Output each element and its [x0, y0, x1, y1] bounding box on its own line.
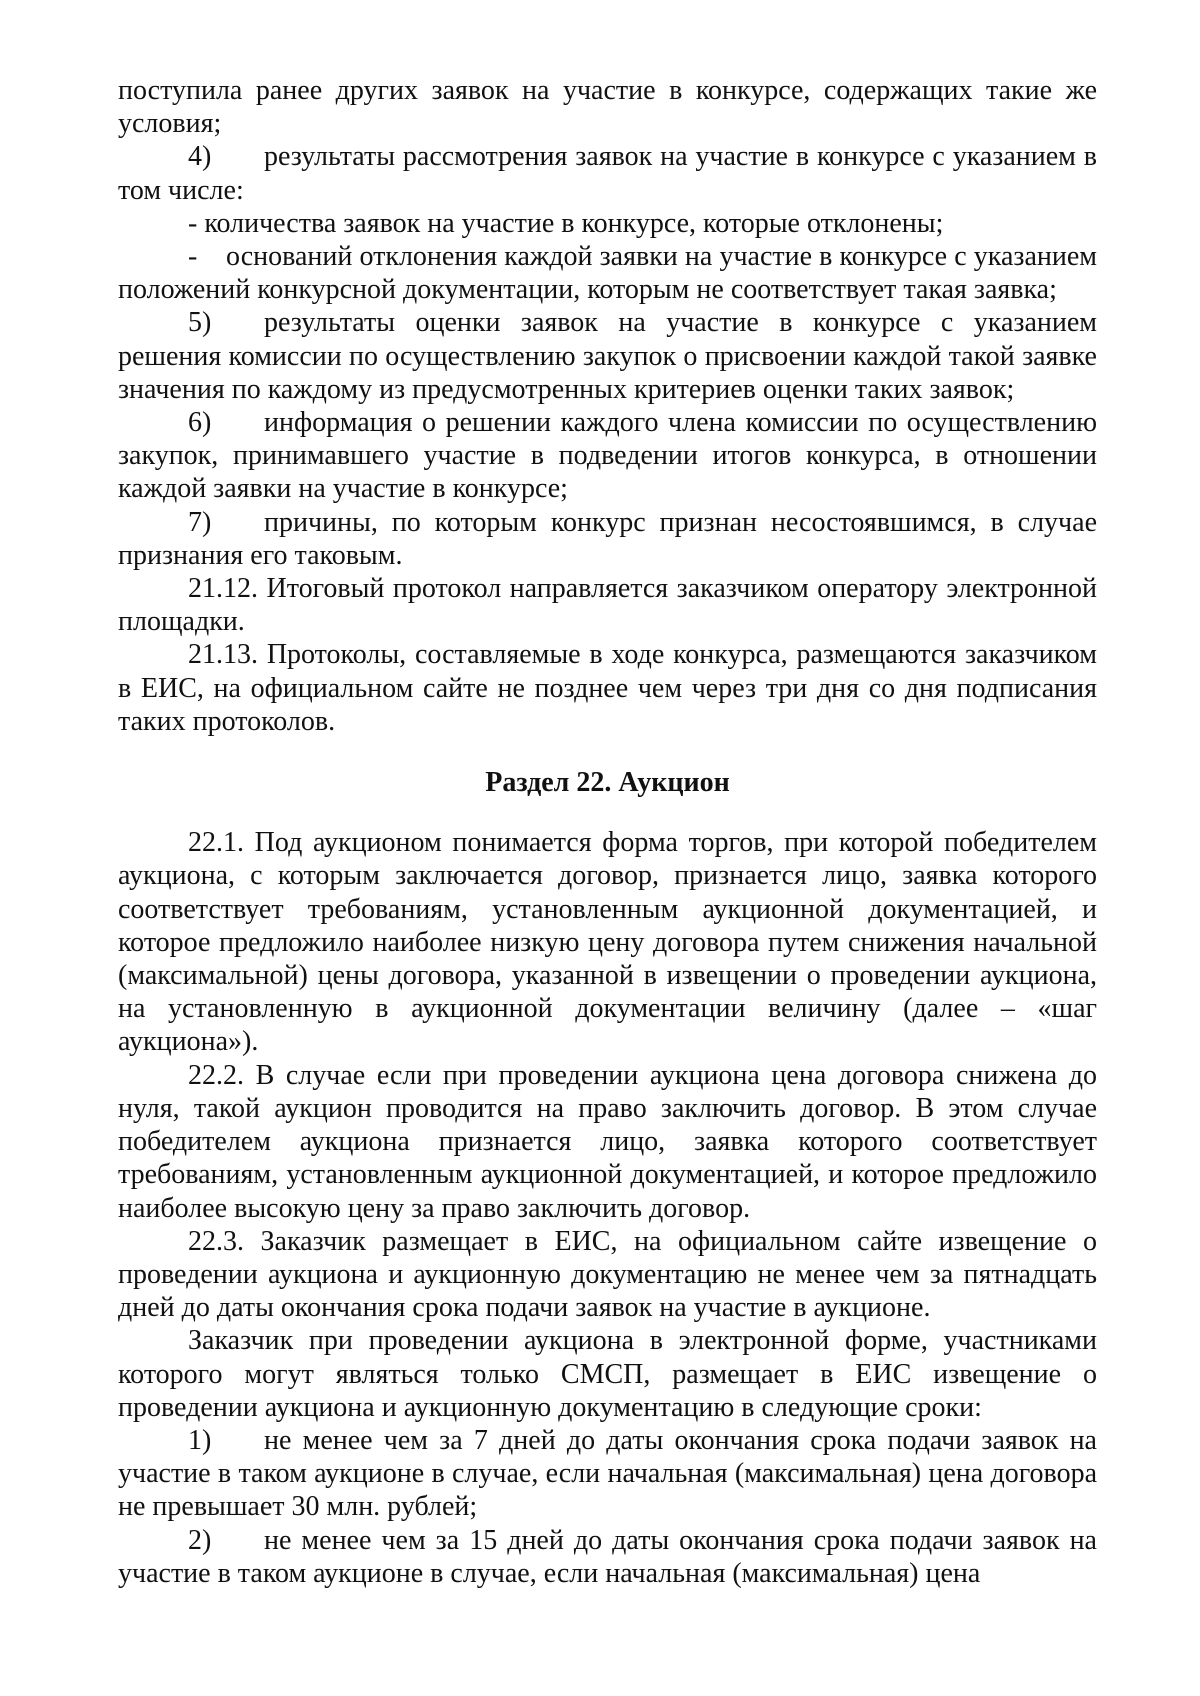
clause-21-12: 21.12. Итоговый протокол направляется заказчиком оператору электронной площадки.	[118, 573, 1097, 638]
sub-item-rejected-count: - количества заявок на участие в конкурсе, которые отклонены;	[188, 207, 944, 239]
dash-marker: -	[188, 241, 198, 273]
list-number: 4)	[188, 141, 212, 173]
sub-item-text: оснований отклонения каждой заявки на участие в конкурсе с указанием положений конкурсной документации, которым не соответствует такая заявка;	[118, 241, 1097, 306]
deadline-item-2	[118, 1524, 1097, 1590]
list-number: 1)	[188, 1424, 212, 1456]
clause-22-3: 22.3. Заказчик размещает в ЕИС, на официальном сайте извещение о проведении аукциона и аукционную документацию не менее чем за пятнадцать дней до даты окончания срока подачи заявок на участие в аукционе.	[118, 1225, 1097, 1324]
list-item-text: информация о решении каждого члена комиссии по осуществлению закупок, принимавшего участие в подведении итогов конкурса, в отношении каждой заявки на участие в конкурсе;	[118, 407, 1097, 505]
list-item-5	[118, 306, 1097, 406]
list-item-text: причины, по которым конкурс признан несостоявшимся, в случае признания его таковым.	[118, 506, 1097, 571]
list-item-text: не менее чем за 15 дней до даты окончания срока подачи заявок на участие в таком аукционе в случае, если начальная (максимальная) цена	[118, 1524, 1097, 1589]
list-number: 5)	[188, 307, 212, 339]
section-heading: Раздел 22. Аукцион	[485, 767, 730, 799]
document-body	[118, 74, 1097, 1590]
clause-21-13: 21.13. Протоколы, составляемые в ходе конкурса, размещаются заказчиком в ЕИС, на официальном сайте не позднее чем через три дня со дня подписания таких протоколов.	[118, 639, 1097, 737]
list-number: 2)	[188, 1524, 212, 1556]
list-item-4	[118, 140, 1097, 206]
list-item-7	[118, 506, 1097, 572]
list-item-6	[118, 406, 1097, 506]
clause-22-3-smsp: Заказчик при проведении аукциона в электронной форме, участниками которого могут являться только СМСП, размещает в ЕИС извещение о проведении аукциона и аукционную документацию в следующие сроки:	[118, 1325, 1097, 1423]
list-number: 7)	[188, 506, 212, 538]
clause-22-2: 22.2. В случае если при проведении аукциона цена договора снижена до нуля, такой аукцион проводится на право заключить договор. В этом случае победителем аукциона признается лицо, заявка которого соответствует требованиям, установленным аукционной документацией, и которое предложило наиболее высокую цену за право заключить договор.	[118, 1059, 1097, 1224]
paragraph-continuation: поступила ранее других заявок на участие в конкурсе, содержащих такие же условия;	[118, 75, 1097, 140]
clause-22-1: 22.1. Под аукционом понимается форма торгов, при которой победителем аукциона, с которым заключается договор, признается лицо, заявка которого соответствует требованиям, установленным аукционной документацией, и которое предложило наиболее низкую цену договора путем снижения начальной (максимальной) цены договора, указанной в извещении о проведении аукциона, на установленную в аукционной документации величину (далее – «шаг аукциона»).	[118, 827, 1097, 1058]
list-item-text: результаты оценки заявок на участие в конкурсе с указанием решения комиссии по осуществлению закупок о присвоении каждой такой заявке значения по каждому из предусмотренных критериев оценки таких заявок;	[118, 307, 1097, 405]
list-number: 6)	[188, 407, 212, 439]
list-item-text: не менее чем за 7 дней до даты окончания срока подачи заявок на участие в таком аукционе в случае, если начальная (максимальная) цена договора не превышает 30 млн. рублей;	[118, 1424, 1097, 1523]
list-item-text: результаты рассмотрения заявок на участие в конкурсе с указанием в том числе:	[118, 141, 1097, 206]
deadline-item-1	[118, 1424, 1097, 1524]
sub-item-rejection-reasons	[118, 240, 1097, 306]
